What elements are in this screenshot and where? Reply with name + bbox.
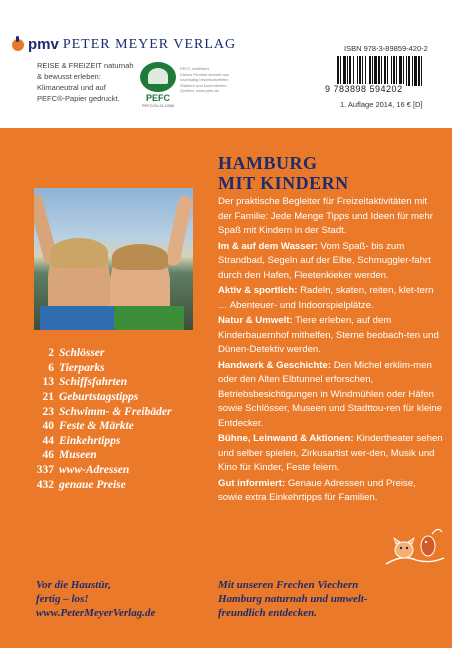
isbn: ISBN 978-3-89859-420-2 xyxy=(344,44,428,53)
pefc-info-title: PEFC zertifiziert xyxy=(180,66,209,71)
footer-left-line2: fertig – los! xyxy=(36,593,89,605)
stat-row xyxy=(0,404,200,419)
section-paragraph xyxy=(218,477,443,506)
barcode-bar xyxy=(369,56,371,86)
barcode-bar xyxy=(340,56,341,86)
pefc-info xyxy=(180,66,236,94)
stat-label: Tierparks xyxy=(59,361,105,374)
barcode-bar xyxy=(412,56,413,86)
section-text: Vom Spaß- bis zum Strandbad, Segeln auf der Elbe, Schmuggler-fahrt durch den Hafen, Fleetenkieker werden. xyxy=(218,240,431,281)
stat-row xyxy=(0,419,200,434)
barcode-bar xyxy=(365,56,366,86)
photo-arm-right xyxy=(165,195,193,266)
pefc-code: PEFC/04-31-0958 xyxy=(141,103,175,108)
barcode-bar xyxy=(414,56,417,86)
book-title-line2: MIT KINDERN xyxy=(218,173,349,193)
barcode-bar xyxy=(359,56,361,86)
barcode-bar xyxy=(337,56,339,86)
stat-row xyxy=(0,361,200,376)
pefc-tree-icon xyxy=(140,62,176,92)
stat-label: www-Adressen xyxy=(59,464,130,477)
stat-label: Einkehrtipps xyxy=(59,434,121,447)
eco-note-line3: Klimaneutral und auf xyxy=(37,83,106,92)
stat-label: Schwimm- & Freibäder xyxy=(59,405,172,418)
barcode-bar xyxy=(372,56,373,86)
section-text: Kindertheater sehen und selber spielen, Zirkusartist wer-den, Musik und Kino für Kinder, Feste feiern. xyxy=(218,433,443,473)
barcode-bar xyxy=(408,56,410,86)
publisher-logo xyxy=(12,36,236,53)
stat-label: genaue Preise xyxy=(59,478,126,491)
barcode-bar xyxy=(353,56,354,86)
barcode-bar xyxy=(357,56,358,86)
publisher-name: PETER MEYER VERLAG xyxy=(62,36,237,52)
section-text: Radeln, skaten, reiten, klet-tern … Abenteuer- und Indoorspielplätze. xyxy=(218,285,434,311)
section-paragraph xyxy=(218,432,443,476)
section-heading: Bühne, Leinwand & Aktionen: xyxy=(218,433,354,444)
barcode-bar xyxy=(399,56,402,86)
barcode-bar xyxy=(343,56,346,86)
photo-hair-right xyxy=(112,244,168,270)
intro-text: Der praktische Begleiter für Freizeitaktivitäten mit der Familie: Jede Menge Tipps und Ideen für mehr Spaß mit Kindern in der Stadt. xyxy=(218,196,433,236)
barcode-bar xyxy=(406,56,407,86)
section-heading: Gut informiert: xyxy=(218,477,286,489)
section-heading: Handwerk & Geschichte: xyxy=(218,359,332,371)
barcode-bar xyxy=(384,56,386,86)
barcode-bar xyxy=(391,56,392,86)
book-title xyxy=(218,153,349,193)
barcode-bar xyxy=(387,56,388,86)
description xyxy=(218,195,443,507)
book-title-line1: HAMBURG xyxy=(218,153,318,173)
pefc-label: PEFC xyxy=(145,93,170,103)
barcode-bar xyxy=(349,56,351,86)
photo-shirt-right xyxy=(114,306,184,330)
stat-row xyxy=(0,463,200,478)
barcode-bar xyxy=(393,56,395,86)
publisher-brand: pmv xyxy=(28,36,59,53)
stat-row xyxy=(0,375,200,390)
eco-note xyxy=(37,60,137,104)
photo-hair-left xyxy=(50,238,108,268)
footer-right-line3: freundlich entdecken. xyxy=(218,607,317,619)
stat-label: Feste & Märkte xyxy=(59,420,134,433)
footer-right-line1: Mit unseren Frechen Viechern xyxy=(218,579,359,591)
barcode-bar xyxy=(418,56,420,86)
section-text: Tiere erleben, auf dem Kinderbauernhof mithelfen, Sterne beobach-ten und Dünen-Detektiv werden. xyxy=(218,315,439,355)
stat-row xyxy=(0,346,200,361)
footer-left-line1: Vor die Haustür, xyxy=(36,579,111,591)
stat-number: 44 xyxy=(42,434,54,447)
stat-row xyxy=(0,434,200,449)
stat-label: Geburtstagstipps xyxy=(59,391,139,404)
barcode-bar xyxy=(378,56,380,86)
section-text: Den Michel erklim-men oder den Alten Elbtunnel erforschen, Betriebsbesichtigungen in Windmühlen oder Häfen sowie Schlösser, Museen und Stadttou-ren für kleine Entdecker. xyxy=(218,359,442,429)
barcode-bar xyxy=(362,56,363,86)
stat-number: 21 xyxy=(42,391,54,404)
section-text: Genaue Adressen und Preise, sowie extra Einkehrtipps für Familien. xyxy=(218,477,416,503)
edition-price: 1. Auflage 2014, 16 € [D] xyxy=(340,100,423,109)
stat-row xyxy=(0,477,200,492)
footer-right-line2: Hamburg naturnah und umwelt- xyxy=(218,593,368,605)
stat-row xyxy=(0,448,200,463)
section-paragraph xyxy=(218,240,443,284)
eco-note-line4: PEFC®-Papier gedruckt. xyxy=(37,94,120,103)
website-link[interactable]: www.PeterMeyerVerlag.de xyxy=(36,607,156,619)
section-heading: Aktiv & sportlich: xyxy=(218,285,298,296)
section-heading: Natur & Umwelt: xyxy=(218,315,293,326)
stat-number: 23 xyxy=(42,405,54,418)
section-paragraph xyxy=(218,359,443,432)
footer-left xyxy=(36,578,155,620)
eco-note-line1: REISE & FREIZEIT naturnah xyxy=(37,61,134,70)
barcode-bar xyxy=(347,56,348,86)
pmv-logo-icon xyxy=(12,39,24,51)
mascot-animals-icon xyxy=(382,524,448,568)
stat-label: Museen xyxy=(59,449,97,462)
stat-number: 337 xyxy=(36,464,54,477)
barcode-bar xyxy=(421,56,422,86)
stat-number: 13 xyxy=(42,376,54,389)
photo-shirt-left xyxy=(40,306,118,330)
barcode-number: 9 783898 594202 xyxy=(325,84,403,94)
section-paragraph xyxy=(218,314,443,358)
barcode-bar xyxy=(374,56,377,86)
section-paragraph xyxy=(218,284,443,313)
pefc-info-body: Dieses Produkt stammt aus nachhaltig bewirtschafteten Wäldern und kontrollierten Quellen. www.pefc.de xyxy=(180,71,229,93)
section-heading: Im & auf dem Wasser: xyxy=(218,240,318,252)
barcode-bar xyxy=(403,56,404,86)
stat-number: 40 xyxy=(42,420,54,433)
pefc-badge xyxy=(140,62,176,108)
eco-note-line2: & bewusst erleben: xyxy=(37,72,101,81)
stat-number: 2 xyxy=(48,347,54,360)
section-list xyxy=(218,240,443,506)
stat-number: 432 xyxy=(36,478,54,491)
barcode-bar xyxy=(396,56,397,86)
stat-row xyxy=(0,390,200,405)
stat-label: Schlösser xyxy=(59,347,105,360)
stat-label: Schiffsfahrten xyxy=(59,376,128,389)
barcode-bar xyxy=(381,56,382,86)
stats-list xyxy=(0,346,200,492)
stat-number: 46 xyxy=(42,449,54,462)
cover-photo-children xyxy=(34,188,193,330)
footer-right xyxy=(218,578,367,620)
stat-number: 6 xyxy=(48,361,54,374)
